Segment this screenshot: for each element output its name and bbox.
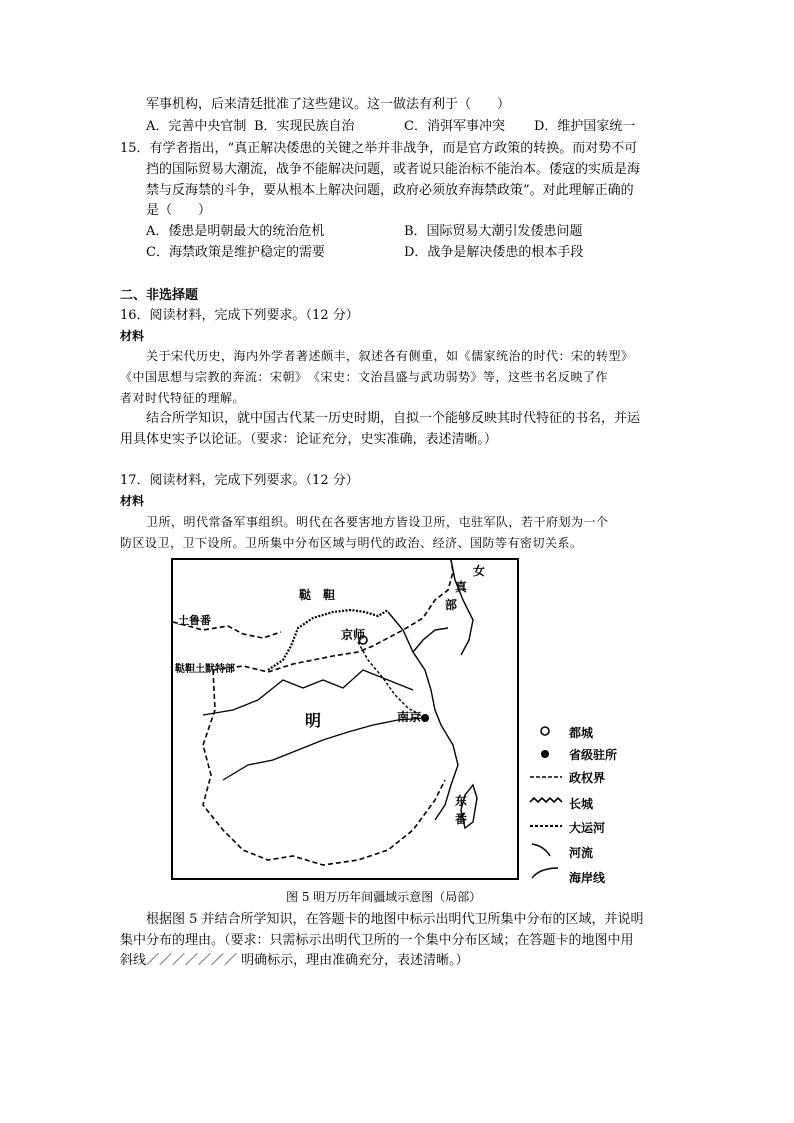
q17-requirement-line-3: 斜线／／／／／／／ 明确标示，理由准确充分，表述清晰。） [120,953,469,968]
map-caption: 图 5 明万历年间疆域示意图（局部） [286,890,482,904]
q14-option-c: C．消弭军事冲突 [404,119,505,134]
q16-material-line-2: 《中国思想与宗教的奔流：宋朝》 《宋史：文治昌盛与武功弱势》等，这些书名反映了作 [120,370,609,384]
q17-requirement-line-2: 集中分布的理由。（要求：只需标示出明代卫所的一个集中分布区域；在答题卡的地图中用 [120,933,634,948]
section-title: 二、非选择题 [120,288,199,303]
q15-option-d: D．战争是解决倭患的根本手段 [404,245,584,260]
map-label-ming: 明 [305,711,322,730]
q14-stem-line: 军事机构，后来清廷批准了这些建议。这一做法有利于（ ） [146,97,511,112]
map-label-tatar-tumote: 鞑靼土默特部 [175,664,235,675]
legend-great-wall-symbol [530,798,562,802]
legend-label-capital: 都城 [569,726,594,740]
q15-option-a: A．倭患是明朝最大的统治危机 [146,224,325,239]
q15-stem-line-1: 15．有学者指出，“真正解决倭患的关键之举并非战争，而是官方政策的转换。而对势不可 [120,141,638,156]
legend-label-coastline: 海岸线 [569,871,606,885]
q14-option-b: B．实现民族自治 [254,119,355,134]
q17-material-label: 材料 [120,494,145,508]
q15-option-c: C．海禁政策是维护稳定的需要 [146,245,325,260]
q15-stem-line-3: 禁与反海禁的斗争，要从根本上解决问题，政府必须放弃海禁政策”。对此理解正确的 [146,183,634,198]
legend-label-provincial-seat: 省级驻所 [569,748,618,762]
legend-coastline-symbol [532,868,558,878]
q17-material-line-2: 防区设卫，卫下设所。卫所集中分布区域与明代的政治、经济、国防等有密切关系。 [120,536,583,550]
map-label-nvzhen-1: 女 [473,564,486,578]
legend-label-great-wall: 长城 [569,797,594,811]
q16-heading: 16．阅读材料，完成下列要求。（12 分） [120,308,359,323]
map-label-tubo: 土鲁番 [178,614,211,627]
legend-symbols-panel [516,722,576,892]
map-label-nvzhen-2: 真 [455,580,468,594]
q15-option-b: B．国际贸易大潮引发倭患问题 [404,224,583,239]
legend-river-symbol [532,844,550,856]
legend-label-grand-canal: 大运河 [569,821,606,835]
q15-stem-line-2: 挡的国际贸易大潮流，战争不能解决问题，或者说只能治标不能治本。倭寇的实质是海 [146,162,641,177]
q17-requirement-line-1: 根据图 5 并结合所学知识，在答题卡的地图中标示出明代卫所集中分布的区域，并说明 [146,912,644,927]
map-label-dongfan-2: 番 [455,812,468,826]
legend-label-river: 河流 [569,846,594,860]
legend-provincial-seat-symbol [541,750,549,758]
legend-capital-symbol [541,727,549,735]
map-label-nanjing: 南京 [397,710,422,724]
q14-option-a: A．完善中央官制 [146,119,247,134]
q17-heading: 17．阅读材料，完成下列要求。（12 分） [120,473,359,488]
q15-stem-line-4: 是（ ） [146,203,212,218]
q16-requirement-line-1: 结合所学知识，就中国古代某一历史时期，自拟一个能够反映其时代特征的书名，并运 [146,411,641,426]
q17-material-line-1: 卫所，明代常备军事组织。明代在各要害地方皆设卫所，屯驻军队，若干府划为一个 [146,515,609,529]
legend-symbols [173,560,517,878]
map-label-dongfan-1: 东 [455,794,468,808]
legend-label-border: 政权界 [569,771,606,785]
q16-material-label: 材料 [120,329,145,343]
ming-territory-map [171,558,519,880]
q16-material-line-3: 者对时代特征的理解。 [120,391,246,405]
q16-requirement-line-2: 用具体史实予以论证。（要求：论证充分，史实准确，表述清晰。） [120,432,498,447]
q16-material-line-1: 关于宋代历史，海内外学者著述颇丰，叙述各有侧重，如《儒家统治的时代：宋的转型》 [146,349,634,363]
map-label-tatar: 鞑 靼 [299,588,336,602]
map-label-jingshi: 京师 [341,628,366,642]
q14-option-d: D．维护国家统一 [534,119,636,134]
map-label-nvzhen-3: 部 [445,598,458,612]
